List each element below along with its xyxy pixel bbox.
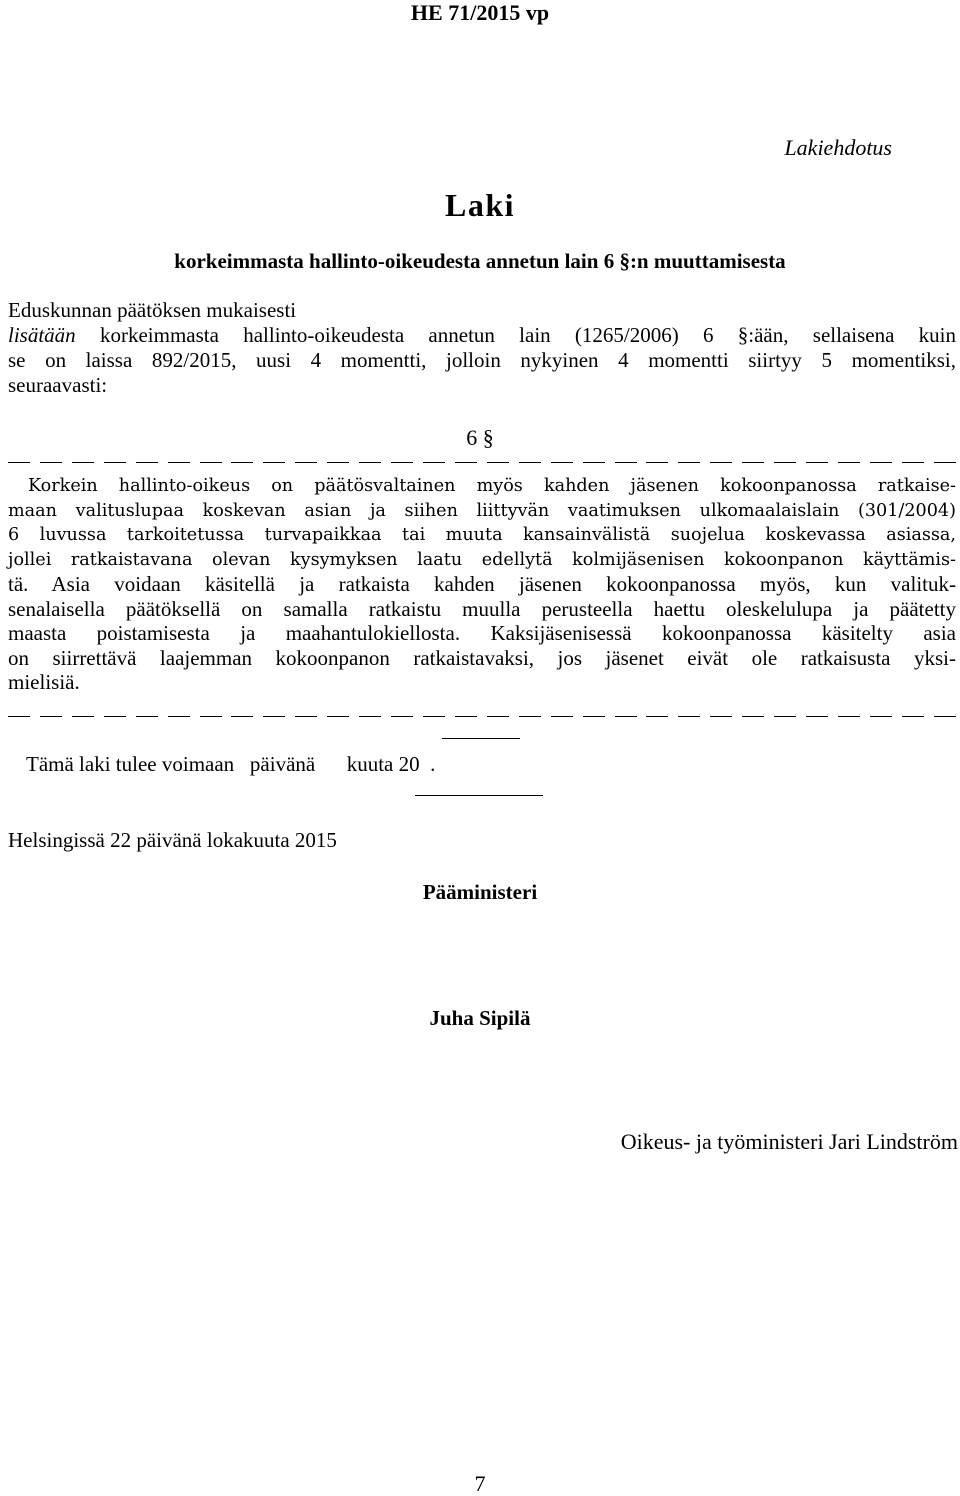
section-number: 6 §: [466, 425, 494, 450]
section-body: [8, 474, 956, 695]
page-number: 7: [474, 1471, 486, 1496]
body-line: maan valituslupaa koskevan asian ja siihen liittyvän vaatimuksen ulkomaalaislain (301/2004): [8, 500, 956, 521]
prime-minister-name: Juha Sipilä: [429, 1006, 531, 1030]
body-line: tä. Asia voidaan käsitellä ja ratkaista kahden jäsenen kokoonpanossa myös, kun valituk-: [8, 572, 956, 596]
separator-rule: [442, 738, 520, 739]
place-date: Helsingissä 22 päivänä lokakuuta 2015: [8, 828, 337, 852]
enactment-text: korkeimmasta hallinto-oikeudesta annetun lain (1265/2006) 6 §:ään, sellaisena kuin: [99, 323, 957, 347]
body-line: mielisiä.: [8, 670, 80, 694]
minister-signature: Oikeus- ja työministeri Jari Lindström: [620, 1129, 958, 1154]
body-line: on siirrettävä laajemman kokoonpanon ratkaistavaksi, jos jäsenet eivät ole ratkaisusta yksi-: [8, 645, 956, 670]
amend-verb: lisätään: [8, 323, 76, 347]
body-line: Korkein hallinto-oikeus on päätösvaltainen myös kahden jäsenen kokoonpanossa ratkaise-: [28, 476, 956, 496]
enactment-clause: [8, 298, 956, 398]
effective-date-clause: Tämä laki tulee voimaan päivänä kuuta 20 .: [26, 752, 436, 776]
law-subtitle: korkeimmasta hallinto-oikeudesta annetun lain 6 §:n muuttamisesta: [174, 249, 786, 273]
proposal-label: Lakiehdotus: [784, 135, 892, 160]
prime-minister-title: Pääministeri: [422, 880, 538, 904]
preamble: Eduskunnan päätöksen mukaisesti: [8, 298, 297, 322]
body-line: maasta poistamisesta ja maahantulokiellosta. Kaksijäsenisessä kokoonpanossa käsitelty asia: [8, 621, 956, 645]
separator-rule: [415, 795, 543, 796]
body-line: jollei ratkaistavana olevan kysymyksen laatu edellytä kolmijäsenisen kokoonpanon käyttämis-: [8, 549, 956, 570]
omission-dashes-bottom: [8, 716, 956, 720]
body-line: 6 luvussa tarkoitetussa turvapaikkaa tai muuta kansainvälistä suojelua koskevassa asiassa,: [8, 525, 956, 545]
omission-dashes-top: [8, 462, 956, 466]
document-id-header: HE 71/2015 vp: [410, 0, 550, 25]
enactment-line: se on laissa 892/2015, uusi 4 momentti, jolloin nykyinen 4 momentti siirtyy 5 momentiksi,: [8, 348, 956, 372]
enactment-line: [8, 323, 956, 348]
law-title: Laki: [444, 187, 516, 223]
enactment-line: seuraavasti:: [8, 373, 108, 397]
body-line: senalaisella päätöksellä on samalla ratkaistu muulla perusteella haettu oleskelulupa ja päätetty: [8, 596, 956, 621]
